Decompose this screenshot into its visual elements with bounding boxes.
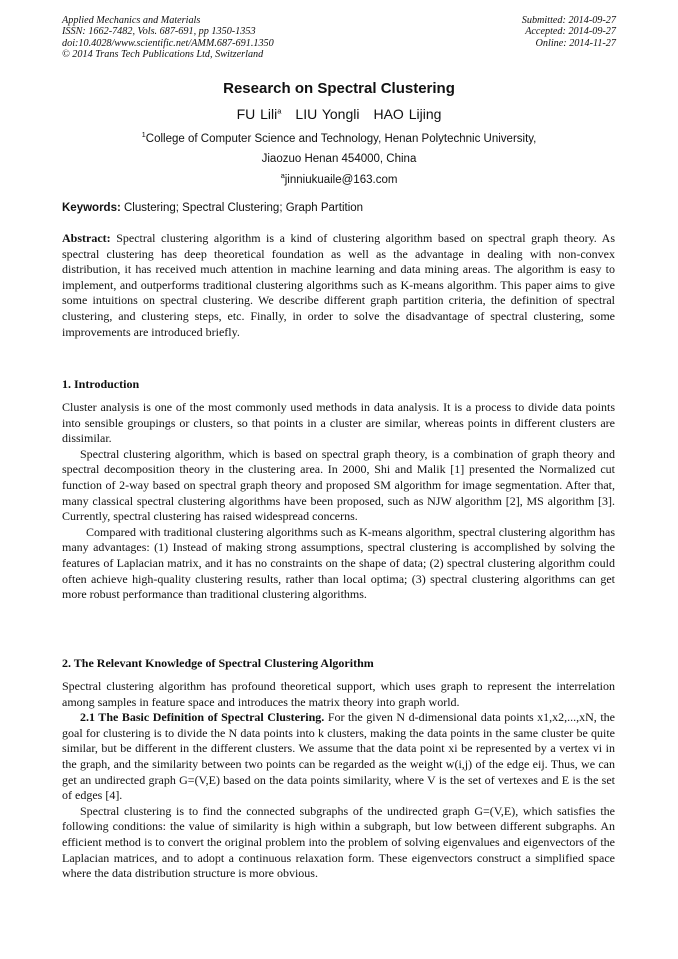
author-name: FU Lili	[236, 106, 278, 122]
author-superscript: a	[277, 106, 282, 116]
publication-dates	[522, 15, 616, 49]
paper-title: Research on Spectral Clustering	[223, 80, 455, 97]
accepted-date: Accepted: 2014-09-27	[525, 26, 616, 38]
email-superscript: a	[280, 171, 285, 181]
keywords-text: Clustering; Spectral Clustering; Graph Partition	[124, 202, 364, 214]
paragraph: Spectral clustering is to find the connected subgraphs of the undirected graph G=(V,E), which satisfies the following conditions: the value of similarity is high within a subgraph, but low between different subgraphs. An efficient method is to convert the original problem into the problem of solving eigenvalues and eigenvectors of the Laplacian matrices, and to adopt a continuous relaxation form. These eigenvectors construct a simplified space where the data distribution structure is more obvious.	[62, 803, 615, 881]
section-2-heading: 2. The Relevant Knowledge of Spectral Clustering Algorithm	[62, 656, 374, 670]
section-1-body	[62, 400, 615, 603]
author-email: $^a$jinniukuaile@163.com	[280, 171, 398, 186]
subsection-text: For the given N d-dimensional data points x1,x2,...,xN, the goal for clustering is to divide the N data points into k clusters, making the data points in the same cluster be quite similar, but be different in the different clusters. We assume that the data point xi be represented by a vertex vi in the graph, and the similarity between two points can be regarded as the weight w(i,j) of the edge eij. Thus, we can get an undirected graph G=(V,E) based on the data points similarity, where V is the set of vertexes and E is the set of edges [4].	[62, 710, 615, 803]
issn-line: ISSN: 1662-7482, Vols. 687-691, pp 1350-1353	[62, 26, 256, 38]
journal-name: Applied Mechanics and Materials	[62, 15, 201, 26]
section-2-body	[62, 679, 615, 882]
affiliation-line-1: $^1$College of Computer Science and Technology, Henan Polytechnic University,	[141, 130, 537, 145]
abstract-label: Abstract:	[62, 231, 111, 245]
abstract	[62, 231, 615, 340]
paragraph	[62, 710, 615, 804]
author-list	[0, 106, 678, 122]
subsection-heading: 2.1 The Basic Definition of Spectral Clustering.	[80, 710, 325, 725]
affiliation-superscript: 1	[141, 130, 146, 140]
section-1-heading: 1. Introduction	[62, 377, 140, 391]
keywords-line	[62, 202, 363, 214]
doi-line: doi:10.4028/www.scientific.net/AMM.687-691.1350	[62, 37, 274, 49]
paragraph: Spectral clustering algorithm has profound theoretical support, which uses graph to represent the interrelation among samples in feature space and introduces the matrix theory into graph world.	[62, 679, 615, 709]
abstract-text: Spectral clustering algorithm is a kind of clustering algorithm based on spectral graph theory. As spectral clustering has deep theoretical foundation as well as the advantage in dealing with non-convex distribution, it has received much attention in machine learning and data mining areas. The algorithm is easy to implement, and outperforms traditional clustering algorithms such as K-means algorithm. This paper aims to give some intuitions on spectral clustering. We describe different graph partition criteria, the definition of spectral clustering, and clustering steps, etc. Finally, in order to solve the disadvantage of spectral clustering, some improvements are introduced briefly.	[62, 231, 615, 339]
paragraph: Compared with traditional clustering algorithms such as K-means algorithm, spectral clustering algorithm has many advantages: (1) Instead of making strong assumptions, spectral clustering is accomplished by solving the features of Laplacian matrix, and it has no constraints on the shape of data; (2) spectral clustering algorithm could often achieve high-quality clustering results, rather than local optima; (3) spectral clustering algorithms can get more robust performance than traditional clustering algorithms.	[62, 524, 615, 602]
copyright-line: © 2014 Trans Tech Publications Ltd, Switzerland	[62, 49, 264, 61]
paragraph: Cluster analysis is one of the most commonly used methods in data analysis. It is a process to divide data points into sensible groupings or clusters, so that points in a cluster are similar, whereas points in different clusters are dissimilar.	[62, 400, 615, 446]
author-name: LIU Yongli	[295, 106, 360, 122]
affiliation-line-2: Jiaozuo Henan 454000, China	[261, 153, 417, 165]
submitted-date: Submitted: 2014-09-27	[521, 15, 616, 26]
keywords-label: Keywords:	[62, 202, 121, 214]
publication-info	[62, 15, 274, 61]
online-date: Online: 2014-11-27	[535, 37, 616, 49]
paragraph: Spectral clustering algorithm, which is based on spectral graph theory, is a combination of graph theory and spectral decomposition theory in the clustering area. In 2000, Shi and Malik [1] presented the Normalized cut function of 2-way based on spectral graph theory and proposed SM algorithm for image segmentation. After that, many classical spectral clustering algorithms have been proposed, such as NJW algorithm [2], MS algorithm [3]. Currently, spectral clustering has raised widespread concerns.	[62, 446, 615, 524]
author-name: HAO Lijing	[373, 106, 442, 122]
